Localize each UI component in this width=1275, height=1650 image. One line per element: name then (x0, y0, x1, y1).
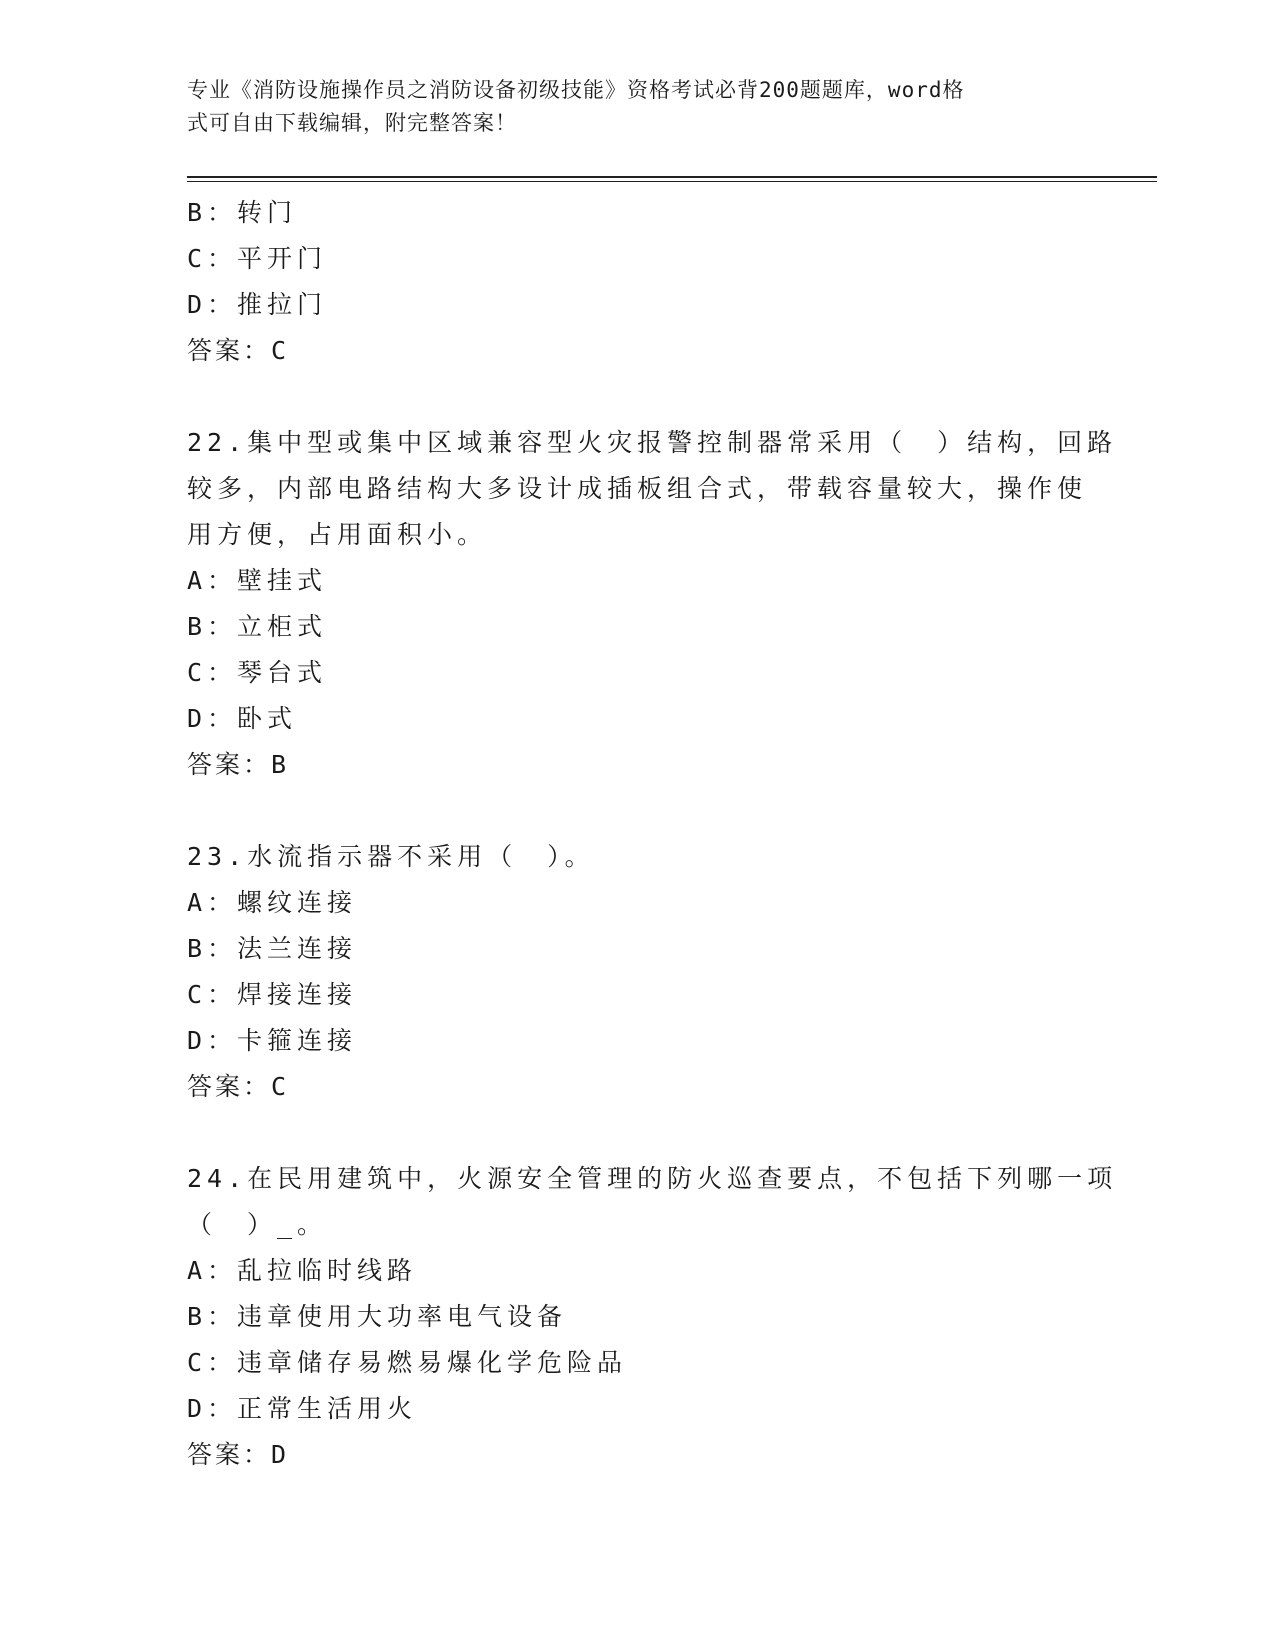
option-d: D：正常生活用火 (187, 1394, 418, 1423)
option-a: A：螺纹连接 (187, 888, 358, 917)
option-a: A：壁挂式 (187, 566, 328, 595)
option-c: C：平开门 (187, 244, 328, 273)
spacer (187, 374, 1087, 420)
option-b: B：立柜式 (187, 612, 328, 641)
option-c: C：焊接连接 (187, 980, 358, 1009)
option-d: D：卧式 (187, 704, 298, 733)
header-divider-thin (187, 181, 1157, 182)
answer-line: 答案：C (187, 336, 290, 365)
question-stem-line: 22.集中型或集中区域兼容型火灾报警控制器常采用（ ）结构，回路 (187, 428, 1118, 457)
question-22 (187, 420, 1118, 788)
question-21-tail (187, 190, 1087, 374)
header-divider-thick (187, 176, 1157, 178)
spacer (187, 1110, 1087, 1156)
option-d: D：推拉门 (187, 290, 328, 319)
answer-line: 答案：C (187, 1072, 290, 1101)
option-b: B：法兰连接 (187, 934, 358, 963)
option-c: C：琴台式 (187, 658, 328, 687)
spacer (187, 788, 1087, 834)
option-d: D：卡箍连接 (187, 1026, 358, 1055)
answer-line: 答案：B (187, 750, 290, 779)
answer-line: 答案：D (187, 1440, 290, 1469)
header-title-line-2: 式可自由下载编辑，附完整答案！ (187, 111, 517, 135)
header-title-line-1: 专业《消防设施操作员之消防设备初级技能》资格考试必背200题题库，word格 (187, 78, 965, 102)
option-b: B：转门 (187, 198, 298, 227)
question-stem-line: 24.在民用建筑中，火源安全管理的防火巡查要点，不包括下列哪一项 (187, 1164, 1118, 1193)
question-stem-line: （ ）_。 (187, 1210, 328, 1239)
question-23 (187, 834, 1087, 1110)
option-b: B：违章使用大功率电气设备 (187, 1302, 568, 1331)
question-stem-line: 较多，内部电路结构大多设计成插板组合式，带载容量较大，操作使 (187, 474, 1088, 503)
document-header (187, 74, 1067, 140)
option-c: C：违章储存易燃易爆化学危险品 (187, 1348, 628, 1377)
question-stem-line: 23.水流指示器不采用（ ）。 (187, 842, 595, 871)
option-a: A：乱拉临时线路 (187, 1256, 418, 1285)
question-list (187, 190, 1118, 1478)
question-stem-line: 用方便，占用面积小。 (187, 520, 488, 549)
question-24 (187, 1156, 1118, 1478)
